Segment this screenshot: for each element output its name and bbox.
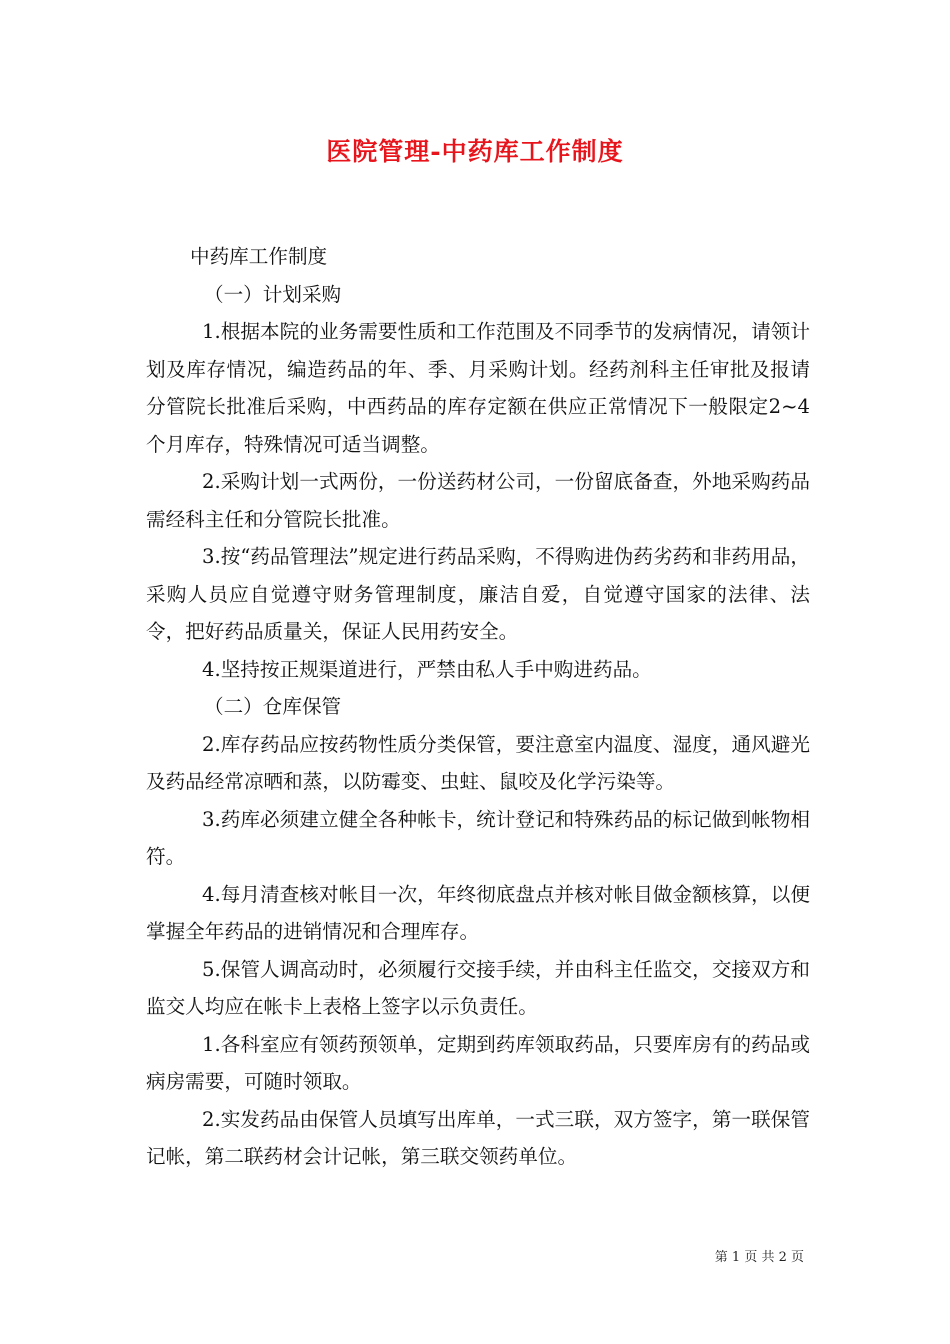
- document-title: 医院管理-中药库工作制度: [326, 137, 624, 166]
- section-heading-warehouse-storage: （二）仓库保管: [204, 695, 342, 718]
- document-subtitle: 中药库工作制度: [190, 245, 328, 268]
- page-number: 第 1 页 共 2 页: [714, 1250, 804, 1265]
- paragraph: 4.每月清查核对帐目一次，年终彻底盘点并核对帐目做金额核算，以便掌握全年药品的进销情况和合理库存。: [146, 882, 810, 943]
- paragraph: 1.各科室应有领药预领单，定期到药库领取药品，只要库房有的药品或病房需要，可随时领取。: [146, 1032, 810, 1093]
- paragraph: 2.实发药品由保管人员填写出库单，一式三联，双方签字，第一联保管记帐，第二联药材会计记帐，第三联交领药单位。: [146, 1107, 810, 1168]
- paragraph: 5.保管人调高动时，必须履行交接手续，并由科主任监交，交接双方和监交人均应在帐卡上表格上签字以示负责任。: [146, 957, 810, 1018]
- paragraph: 2.采购计划一式两份，一份送药材公司，一份留底备查，外地采购药品需经科主任和分管院长批准。: [146, 470, 810, 531]
- document-body: [146, 238, 810, 1176]
- paragraph: 3.按“药品管理法”规定进行药品采购，不得购进伪药劣药和非药用品，采购人员应自觉遵守财务管理制度，廉洁自爱，自觉遵守国家的法律、法令，把好药品质量关，保证人民用药安全。: [146, 545, 810, 643]
- paragraph: 1.根据本院的业务需要性质和工作范围及不同季节的发病情况，请领计划及库存情况，编造药品的年、季、月采购计划。经药剂科主任审批及报请分管院长批准后采购，中西药品的库存定额在供应正常情况下一般限定2~4个月库存，特殊情况可适当调整。: [146, 320, 810, 456]
- paragraph: 2.库存药品应按药物性质分类保管，要注意室内温度、湿度，通风避光及药品经常凉晒和蒸，以防霉变、虫蛀、鼠咬及化学污染等。: [146, 732, 810, 793]
- paragraph: 3.药库必须建立健全各种帐卡，统计登记和特殊药品的标记做到帐物相符。: [146, 807, 810, 868]
- section-heading-planned-purchase: （一）计划采购: [204, 282, 342, 306]
- paragraph: 4.坚持按正规渠道进行，严禁由私人手中购进药品。: [202, 657, 652, 681]
